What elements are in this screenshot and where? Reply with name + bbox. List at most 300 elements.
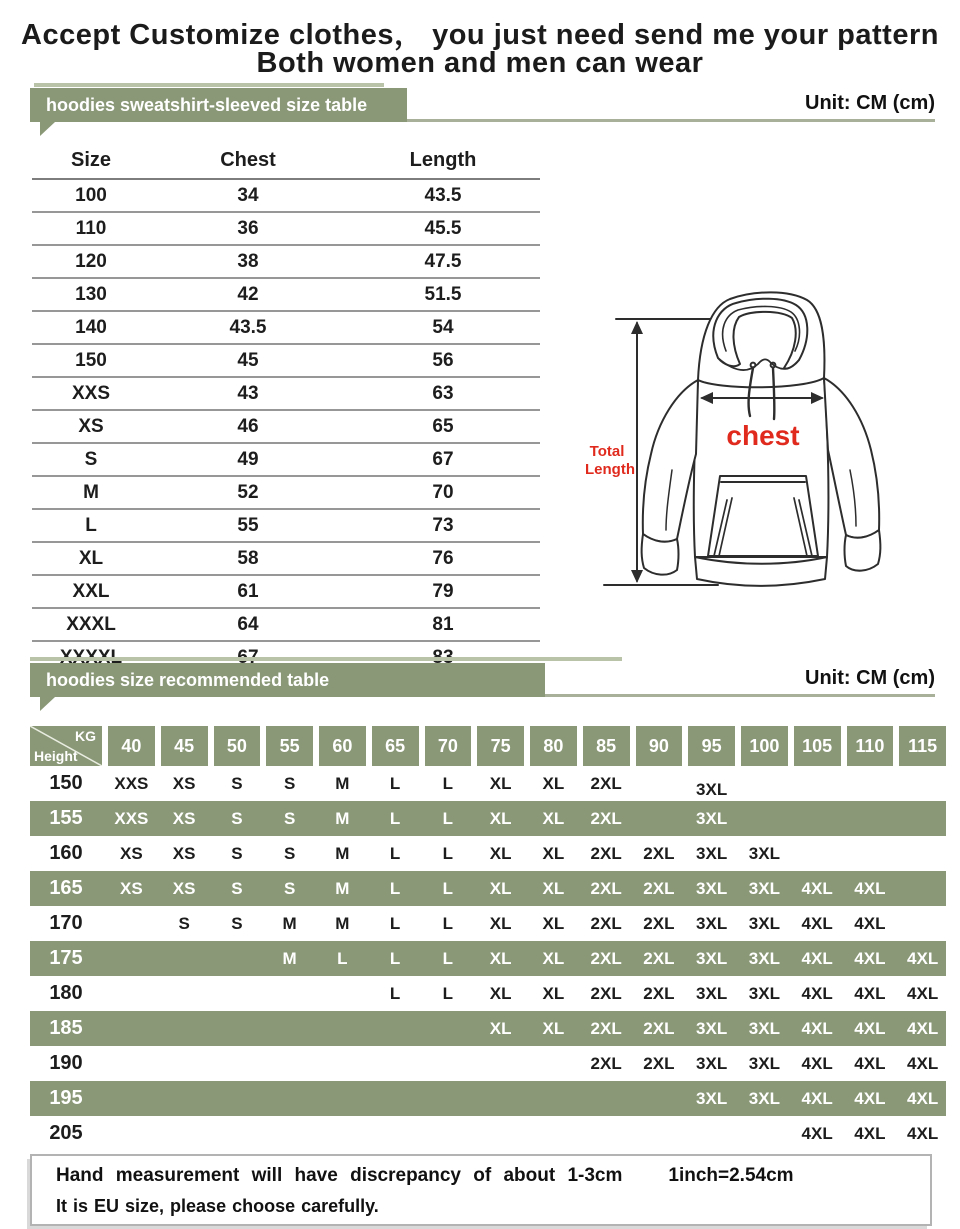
size-table-cell: 46 [237,415,259,437]
matrix-size-cell [161,1046,208,1081]
matrix-size-cell [319,1081,366,1116]
matrix-size-cell: 4XL [801,1053,833,1073]
matrix-size-cell [266,1011,313,1046]
size-table-cell: 34 [237,184,259,206]
matrix-size-cell: 3XL [748,913,780,933]
matrix-size-cell [530,1081,577,1116]
matrix-size-cell [161,976,208,1011]
matrix-row [30,801,946,836]
section1-unit-label: Unit: CM (cm) [805,92,935,114]
matrix-height-cell: 155 [49,807,83,829]
matrix-size-cell: 2XL [590,983,622,1003]
matrix-size-cell: 3XL [696,948,728,968]
matrix-size-cell: 3XL [748,843,780,863]
matrix-size-cell: 4XL [801,878,833,898]
matrix-size-cell: XL [489,843,512,863]
matrix-size-cell: 4XL [854,1123,886,1143]
matrix-size-cell: 3XL [696,1018,728,1038]
matrix-size-cell: XS [172,773,196,793]
size-table-cell: 130 [75,283,107,305]
section2-header-bar [30,663,545,697]
section1-highlight-strip [34,83,384,87]
matrix-size-cell: M [282,913,297,933]
hoodie-measurement-figure [556,280,960,612]
size-table-col-size: Size [70,148,112,171]
size-table-cell: 38 [237,250,259,272]
size-table-cell: 43 [237,382,259,404]
matrix-size-cell [425,1046,472,1081]
matrix-size-cell: 2XL [643,948,675,968]
matrix-size-cell: 4XL [801,1123,833,1143]
size-table-row [32,378,540,411]
matrix-size-cell: 4XL [907,1088,939,1108]
size-table-cell: 36 [237,217,259,239]
matrix-size-cell: M [335,878,350,898]
matrix-size-cell: 3XL [696,808,728,828]
matrix-size-cell [847,836,894,871]
matrix-weight-header-cell: 85 [583,726,630,766]
matrix-height-cell: 175 [49,947,83,969]
matrix-weight-header-cell: 105 [794,726,841,766]
matrix-size-cell: XL [489,773,512,793]
size-table-cell: 56 [432,349,454,371]
matrix-size-cell: XXS [114,773,149,793]
size-table-row [32,279,540,312]
matrix-size-cell: L [337,948,348,968]
matrix-size-cell: S [231,773,243,793]
matrix-size-cell [477,1081,524,1116]
total-length-label-line2: Length [585,461,635,478]
matrix-size-cell [214,976,261,1011]
matrix-weight-header-cell: 75 [477,726,524,766]
matrix-size-cell: 2XL [590,843,622,863]
corner-kg-label: KG [75,728,96,744]
matrix-size-cell [899,871,946,906]
matrix-size-cell: 3XL [696,878,728,898]
matrix-size-cell: 2XL [590,878,622,898]
matrix-size-cell [794,801,841,836]
section2-unit-label: Unit: CM (cm) [805,667,935,689]
matrix-size-cell: 3XL [696,779,728,799]
matrix-size-cell: 4XL [907,1053,939,1073]
size-table-row [32,213,540,246]
size-table-row [32,510,540,543]
matrix-size-cell: 2XL [590,948,622,968]
matrix-size-cell: S [283,878,296,898]
matrix-size-cell: XL [542,1018,565,1038]
matrix-size-cell: L [389,808,401,828]
matrix-size-cell [425,1011,472,1046]
matrix-size-cell: L [389,773,401,793]
matrix-size-cell [899,836,946,871]
size-table-cell: 73 [432,514,454,536]
matrix-size-cell [530,1046,577,1081]
size-table-cell: XXXL [66,613,116,635]
matrix-size-cell: XL [489,878,512,898]
matrix-size-cell [583,1116,630,1151]
matrix-size-cell: 3XL [748,1088,780,1108]
matrix-size-cell: 2XL [643,1053,675,1073]
matrix-size-cell: XL [542,913,565,933]
matrix-size-cell [214,1116,261,1151]
matrix-size-cell: XL [542,983,565,1003]
matrix-size-cell: 4XL [907,1018,939,1038]
matrix-size-cell [477,1116,524,1151]
matrix-row [30,941,946,976]
matrix-size-cell [794,836,841,871]
footer-line1 [56,1165,794,1187]
matrix-size-cell [108,976,155,1011]
matrix-size-cell [266,1116,313,1151]
matrix-size-cell: 3XL [748,878,780,898]
matrix-size-cell: 4XL [801,948,833,968]
matrix-size-cell [899,906,946,941]
matrix-size-cell: 4XL [854,1088,886,1108]
matrix-size-cell: 4XL [907,1123,939,1143]
matrix-size-cell [319,1046,366,1081]
matrix-size-cell: L [442,843,454,863]
matrix-weight-header-cell: 40 [108,726,155,766]
matrix-size-cell: 2XL [590,808,622,828]
matrix-size-cell: L [389,948,401,968]
matrix-size-cell: L [389,878,401,898]
matrix-size-cell [899,801,946,836]
matrix-size-cell [425,1081,472,1116]
matrix-weight-header-cell: 60 [319,726,366,766]
matrix-size-cell: 4XL [801,913,833,933]
matrix-size-cell: L [442,808,454,828]
size-table-cell: L [85,514,97,536]
matrix-size-cell: S [231,808,243,828]
size-table-cell: 110 [75,217,107,239]
size-table-col-length: Length [409,148,477,171]
size-table-row [32,444,540,477]
size-table-cell: 100 [75,184,107,206]
matrix-size-cell: M [282,948,297,968]
matrix-size-cell: XL [542,948,565,968]
matrix-size-cell: 4XL [854,983,886,1003]
matrix-header-row [30,726,946,766]
matrix-size-cell: XL [542,878,565,898]
matrix-size-cell [319,1011,366,1046]
size-table-cell: 43.5 [229,316,267,338]
matrix-size-cell [266,976,313,1011]
matrix-size-cell: L [442,878,454,898]
size-table-body [32,180,540,675]
matrix-row [30,976,946,1011]
matrix-size-cell: 2XL [643,983,675,1003]
size-table-cell: XS [78,415,104,437]
matrix-row [30,1081,946,1116]
matrix-size-cell: S [178,913,190,933]
recommended-size-matrix [30,726,946,1151]
matrix-size-cell [530,1116,577,1151]
matrix-size-cell: S [283,773,296,793]
size-table-cell: 150 [75,349,107,371]
matrix-weight-header-cell: 70 [425,726,472,766]
matrix-row [30,766,946,801]
matrix-height-cell: 170 [49,912,83,934]
matrix-size-cell [161,1081,208,1116]
matrix-size-cell: 2XL [590,913,622,933]
section2-header-label: hoodies size recommended table [46,670,330,690]
matrix-size-cell: 3XL [748,983,780,1003]
size-table-cell: 54 [432,316,454,338]
matrix-weight-header-cell: 80 [530,726,577,766]
matrix-size-cell: 4XL [801,1018,833,1038]
matrix-size-cell: XL [489,983,512,1003]
footer-measurement-note: Hand measurement will have discrepancy of about 1-3cm [56,1165,623,1186]
matrix-size-cell: 2XL [590,773,622,793]
size-table-cell: 61 [237,580,259,602]
size-table-row [32,312,540,345]
size-table-cell: 76 [432,547,454,569]
size-table-cell: 45.5 [424,217,462,239]
size-table-cell: 120 [75,250,107,272]
matrix-size-cell [372,1116,419,1151]
size-table-cell: XL [78,547,104,569]
matrix-weight-header-cell: 95 [688,726,735,766]
size-table-cell: 45 [237,349,259,371]
size-table-col-chest: Chest [220,148,276,171]
matrix-size-cell: XS [120,878,143,898]
matrix-weight-header-cell: 90 [636,726,683,766]
matrix-size-cell: 4XL [854,1053,886,1073]
matrix-size-cell: M [335,808,350,828]
matrix-size-cell: 2XL [643,878,675,898]
matrix-size-cell: M [335,913,350,933]
matrix-size-cell [108,941,155,976]
size-table-cell: 64 [237,613,259,635]
matrix-size-cell: XXS [114,808,149,828]
matrix-size-cell: S [231,878,243,898]
matrix-size-cell [372,1011,419,1046]
matrix-size-cell [794,766,841,801]
matrix-size-cell: XS [172,878,196,898]
matrix-size-cell: XL [489,913,512,933]
matrix-height-cell: 185 [49,1017,83,1039]
section2-rule [545,694,935,697]
matrix-size-cell [636,801,683,836]
matrix-size-cell [899,766,946,801]
corner-height-label: Height [34,748,78,764]
matrix-size-cell: XL [489,1018,512,1038]
matrix-size-cell [636,1116,683,1151]
section1-header-label: hoodies sweatshirt-sleeved size table [46,95,368,115]
matrix-row [30,1011,946,1046]
size-table-cell: 55 [237,514,259,536]
size-table-cell: S [84,448,98,470]
matrix-size-cell [214,941,261,976]
matrix-size-cell: S [231,913,243,933]
matrix-size-cell: 3XL [696,1088,728,1108]
size-table-row [32,180,540,213]
size-table-cell: 140 [75,316,107,338]
section1-header-tail [40,122,55,136]
size-table-cell: 52 [237,481,259,503]
matrix-size-cell: L [442,983,454,1003]
matrix-size-cell: L [442,948,454,968]
size-table-cell: 63 [432,382,454,404]
size-table-cell: 49 [237,448,259,470]
matrix-size-cell: 3XL [748,948,780,968]
section2-highlight-strip [30,657,622,661]
matrix-size-cell [161,1116,208,1151]
matrix-size-cell: 4XL [907,983,939,1003]
size-table-cell: 81 [432,613,454,635]
matrix-weight-header-cell: 45 [161,726,208,766]
matrix-height-cell: 190 [49,1052,83,1074]
matrix-size-cell: XL [489,808,512,828]
size-table-cell: 79 [432,580,454,602]
matrix-size-cell: 4XL [854,913,886,933]
size-table-row [32,411,540,444]
matrix-size-cell [636,1081,683,1116]
matrix-size-cell: 3XL [696,1053,728,1073]
matrix-size-cell: XL [542,843,565,863]
matrix-size-cell [214,1046,261,1081]
matrix-weight-header-cell: 110 [847,726,894,766]
matrix-size-cell: 2XL [590,1053,622,1073]
matrix-size-cell: 4XL [907,948,939,968]
hoodie-line-drawing [556,280,960,612]
size-table-cell: 47.5 [424,250,462,272]
matrix-row [30,1116,946,1151]
matrix-size-cell: L [389,843,401,863]
matrix-size-cell: L [442,773,454,793]
footer-inch-conversion: 1inch=2.54cm [668,1165,794,1186]
size-table-row [32,543,540,576]
chest-label: chest [726,420,800,451]
matrix-size-cell: S [231,843,243,863]
matrix-size-cell [266,1081,313,1116]
size-table-cell: 58 [237,547,259,569]
size-table-row [32,246,540,279]
matrix-size-cell [688,1116,735,1151]
matrix-size-cell [161,1011,208,1046]
matrix-size-cell [214,1081,261,1116]
section2-header-tail [40,697,55,711]
page-title-line2: Both women and men can wear [256,47,704,79]
size-table-row [32,609,540,642]
matrix-weight-header-cell: 65 [372,726,419,766]
size-table-cell: XXS [71,382,111,404]
matrix-size-cell: 3XL [696,843,728,863]
matrix-size-cell: XL [542,773,565,793]
size-table-cell: 51.5 [424,283,462,305]
size-table-cell: 42 [237,283,259,305]
matrix-size-cell: 4XL [801,983,833,1003]
matrix-size-cell [108,1116,155,1151]
matrix-size-cell [741,766,788,801]
matrix-row [30,1046,946,1081]
size-table-cell: 67 [432,448,454,470]
matrix-size-cell [741,801,788,836]
matrix-size-cell: 3XL [696,913,728,933]
matrix-size-cell [741,1116,788,1151]
page-title-line1: Accept Customize clothes， you just need send me your pattern [21,19,939,51]
matrix-size-cell [636,766,683,801]
matrix-size-cell [161,941,208,976]
matrix-size-cell: 2XL [643,1018,675,1038]
matrix-weight-header-cell: 50 [214,726,261,766]
matrix-size-cell [477,1046,524,1081]
matrix-size-cell: 4XL [854,948,886,968]
matrix-height-cell: 160 [49,842,83,864]
matrix-size-cell [319,976,366,1011]
matrix-size-cell: M [335,773,350,793]
matrix-weight-header-cell: 100 [741,726,788,766]
matrix-size-cell: XS [172,808,196,828]
matrix-size-cell: 3XL [748,1018,780,1038]
matrix-size-cell: 3XL [696,983,728,1003]
matrix-size-cell: L [389,913,401,933]
matrix-size-cell: 2XL [643,843,675,863]
matrix-row [30,906,946,941]
size-table-cell: M [83,481,99,503]
matrix-row [30,836,946,871]
matrix-size-cell: 4XL [854,878,886,898]
size-table-cell: 65 [432,415,454,437]
matrix-size-cell [108,1046,155,1081]
footer-line2: It is EU size, please choose carefully. [56,1196,379,1216]
section1-rule [407,119,935,122]
matrix-size-cell [108,1081,155,1116]
total-length-label-line1: Total [589,443,625,460]
matrix-size-cell [847,766,894,801]
size-table-cell: 70 [432,481,454,503]
footer-note-box [30,1154,932,1226]
matrix-size-cell: 4XL [801,1088,833,1108]
section1-header-bar [30,88,407,122]
size-table-row [32,576,540,609]
matrix-size-cell: 2XL [643,913,675,933]
matrix-size-cell: 2XL [590,1018,622,1038]
matrix-size-cell: XL [489,948,512,968]
size-table [32,142,540,675]
matrix-size-cell: S [283,843,296,863]
matrix-size-cell [583,1081,630,1116]
matrix-size-cell [108,906,155,941]
matrix-size-cell: L [389,983,401,1003]
matrix-size-cell: M [335,843,350,863]
matrix-size-cell: L [442,913,454,933]
matrix-body [30,766,946,1151]
matrix-size-cell: XS [120,843,143,863]
matrix-size-cell [214,1011,261,1046]
matrix-size-cell [372,1081,419,1116]
matrix-weight-header-cell: 115 [899,726,946,766]
matrix-size-cell [425,1116,472,1151]
matrix-size-cell: 4XL [854,1018,886,1038]
matrix-height-cell: 205 [49,1122,83,1144]
size-table-header-row [32,142,540,180]
matrix-size-cell: 3XL [748,1053,780,1073]
matrix-corner-cell [30,726,102,766]
matrix-size-cell [372,1046,419,1081]
matrix-size-cell: XL [542,808,565,828]
size-table-row [32,477,540,510]
matrix-height-cell: 180 [49,982,83,1004]
matrix-row [30,871,946,906]
matrix-size-cell [266,1046,313,1081]
matrix-height-cell: 165 [49,877,83,899]
matrix-size-cell: S [283,808,296,828]
matrix-height-cell: 195 [49,1087,83,1109]
size-table-cell: XXL [72,580,110,602]
size-table-cell: 43.5 [424,184,462,206]
matrix-size-cell [847,801,894,836]
